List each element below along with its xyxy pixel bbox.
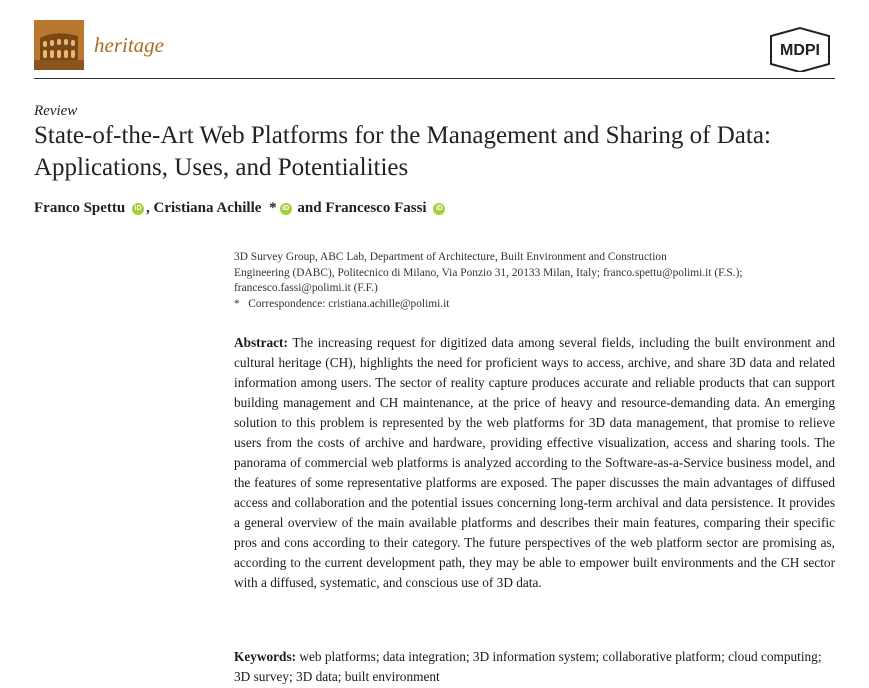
orcid-icon[interactable]: iD [433, 203, 445, 215]
correspondence-line: * Correspondence: cristiana.achille@polimi.it [234, 297, 450, 310]
abstract-text: The increasing request for digitized data among several fields, including the built environment and cultural heritage (CH), highlights the need for proficient ways to access, archive, and share 3D data and related information among users. The sector of reality capture produces accurate and reliable products that can support building management and CH maintenance, at the price of heavy and resource-demanding data. An emerging solution to this problem is represented by the web platforms for 3D data management, that promise to relieve users from the costs of archive and hardware, providing effective visualization, access and sharing tools. The panorama of commercial web platforms is analyzed according to the Software-as-a-Service business model, and the features of some representative platforms are exposed. The paper discusses the main advantages of diffused access and collaboration and the potential issues concerning long-term archival and data persistence. It provides a general overview of the main available platforms and describes their main features, comparing their specific pros and cons according to their category. The future perspectives of the web platform sector are promising as, according to the current development path, they may be able to empower built environments and the CH sector with a diffused, systematic, and conscious use of 3D data. [234, 335, 835, 590]
colosseum-icon [34, 20, 84, 70]
article-title: State-of-the-Art Web Platforms for the Management and Sharing of Data: Applications, Uses, and Potentialities [34, 122, 771, 181]
author-name[interactable]: Cristiana Achille [153, 200, 262, 216]
author-name[interactable]: Franco Spettu [34, 200, 126, 216]
journal-name: heritage [94, 33, 164, 57]
abstract-paragraph [234, 333, 835, 593]
keywords-label: Keywords: [234, 649, 297, 664]
affiliation-line: 3D Survey Group, ABC Lab, Department of Architecture, Built Environment and Construction [234, 251, 667, 263]
author-conjunction: and [297, 200, 322, 216]
orcid-icon[interactable]: iD [280, 203, 292, 215]
affiliation-line: Engineering (DABC), Politecnico di Milano, Via Ponzio 31, 20133 Milan, Italy; franco.spettu@polimi.it (F.S.); [234, 266, 743, 279]
journal-header [34, 20, 835, 78]
corresponding-mark: * [269, 200, 277, 216]
keywords-text: web platforms; data integration; 3D information system; collaborative platform; cloud computing; 3D survey; 3D data; built environment [234, 649, 822, 684]
affiliation-line: francesco.fassi@polimi.it (F.F.) [234, 282, 378, 294]
affiliation-block [234, 250, 834, 312]
keywords-paragraph [234, 647, 835, 687]
mdpi-logo-icon [765, 26, 835, 72]
orcid-icon[interactable]: iD [132, 203, 144, 215]
abstract-label: Abstract: [234, 335, 288, 350]
mdpi-logo [765, 26, 835, 72]
author-list [34, 200, 447, 217]
author-separator: , [146, 200, 150, 216]
heritage-logo [34, 20, 84, 70]
article-type: Review [34, 103, 78, 119]
mdpi-logo-text: MDPI [780, 42, 820, 59]
header-divider [34, 78, 835, 79]
author-name[interactable]: Francesco Fassi [325, 200, 427, 216]
